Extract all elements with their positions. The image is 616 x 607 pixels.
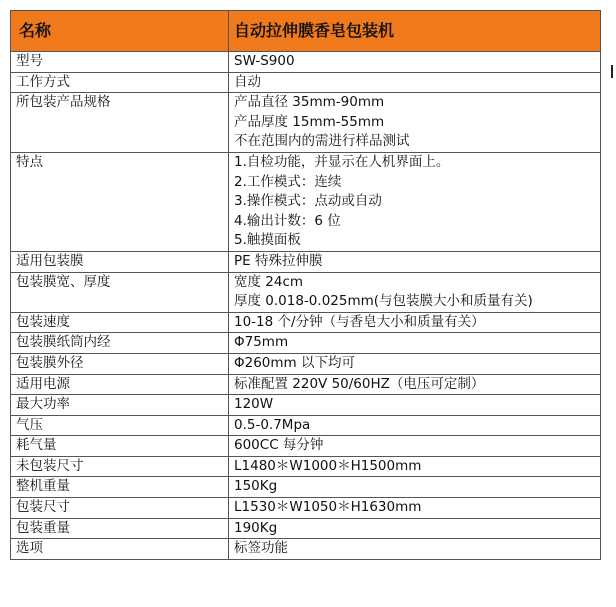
spec-value xyxy=(229,152,601,251)
spec-value xyxy=(229,52,601,73)
spec-value-line: 标准配置 220V 50/60HZ（电压可定制） xyxy=(234,375,485,392)
spec-label: 型号 xyxy=(11,52,229,73)
spec-value xyxy=(229,498,601,519)
spec-value xyxy=(229,374,601,395)
spec-value-line: SW-S900 xyxy=(234,53,295,69)
spec-label: 特点 xyxy=(11,152,229,251)
spec-value xyxy=(229,456,601,477)
spec-value-line: 10-18 个/分钟（与香皂大小和质量有关） xyxy=(234,313,485,330)
edge-mark xyxy=(611,65,613,78)
spec-label: 包装速度 xyxy=(11,312,229,333)
spec-row xyxy=(11,456,601,477)
spec-label: 包装膜纸筒内经 xyxy=(11,333,229,354)
spec-label: 气压 xyxy=(11,415,229,436)
product-title: 自动拉伸膜香皂包装机 xyxy=(229,11,601,52)
spec-label: 耗气量 xyxy=(11,436,229,457)
spec-value-line: 4.输出计数：6 位 xyxy=(234,212,341,229)
spec-value-line: 厚度 0.018-0.025mm(与包装膜大小和质量有关) xyxy=(234,293,533,310)
spec-row xyxy=(11,415,601,436)
spec-table xyxy=(10,10,601,560)
spec-value xyxy=(229,477,601,498)
spec-label: 包装膜外径 xyxy=(11,353,229,374)
spec-value xyxy=(229,353,601,374)
spec-value-line: 190Kg xyxy=(234,519,278,536)
spec-value-line: 1.自检功能，并显示在人机界面上。 xyxy=(234,153,450,170)
spec-row xyxy=(11,72,601,93)
spec-row xyxy=(11,374,601,395)
spec-label: 最大功率 xyxy=(11,395,229,416)
spec-value-line: 产品直径 35mm-90mm xyxy=(234,94,385,111)
spec-row xyxy=(11,93,601,153)
spec-value-line: 0.5-0.7Mpa xyxy=(234,416,311,433)
spec-value-line: Φ260mm 以下均可 xyxy=(234,354,355,371)
spec-value-line: L1480＊W1000＊H1500mm xyxy=(234,457,422,474)
spec-value-line: 不在范围内的需进行样品测试 xyxy=(234,133,410,150)
spec-label: 选项 xyxy=(11,539,229,560)
spec-row xyxy=(11,353,601,374)
header-row xyxy=(11,11,601,52)
spec-label: 适用包装膜 xyxy=(11,251,229,272)
spec-label: 包装尺寸 xyxy=(11,498,229,519)
spec-value-line: 标签功能 xyxy=(234,540,288,557)
spec-value-line: 2.工作模式：连续 xyxy=(234,173,342,190)
spec-label: 未包装尺寸 xyxy=(11,456,229,477)
spec-row xyxy=(11,518,601,539)
spec-label: 包装膜宽、厚度 xyxy=(11,272,229,312)
spec-value xyxy=(229,415,601,436)
header-name-label: 名称 xyxy=(11,11,229,52)
spec-value xyxy=(229,539,601,560)
spec-row xyxy=(11,498,601,519)
spec-value xyxy=(229,436,601,457)
spec-value xyxy=(229,333,601,354)
spec-value xyxy=(229,72,601,93)
spec-label: 整机重量 xyxy=(11,477,229,498)
spec-value-line: 5.触摸面板 xyxy=(234,232,301,249)
spec-row xyxy=(11,539,601,560)
spec-value-line: 600CC 每分钟 xyxy=(234,437,324,454)
spec-row xyxy=(11,152,601,251)
spec-row xyxy=(11,251,601,272)
spec-value-line: L1530＊W1050＊H1630mm xyxy=(234,499,422,516)
spec-row xyxy=(11,477,601,498)
spec-value xyxy=(229,272,601,312)
spec-row xyxy=(11,312,601,333)
spec-value-line: PE 特殊拉伸膜 xyxy=(234,252,323,269)
spec-value xyxy=(229,312,601,333)
spec-value-line: Φ75mm xyxy=(234,334,289,351)
spec-row xyxy=(11,333,601,354)
spec-value-line: 产品厚度 15mm-55mm xyxy=(234,113,385,130)
spec-label: 工作方式 xyxy=(11,72,229,93)
spec-row xyxy=(11,395,601,416)
spec-row xyxy=(11,272,601,312)
spec-value-line: 120W xyxy=(234,396,274,413)
spec-label: 适用电源 xyxy=(11,374,229,395)
spec-value xyxy=(229,395,601,416)
spec-label: 包装重量 xyxy=(11,518,229,539)
spec-label: 所包装产品规格 xyxy=(11,93,229,153)
spec-value-line: 宽度 24cm xyxy=(234,273,304,290)
spec-value-line: 自动 xyxy=(234,73,261,90)
spec-value xyxy=(229,518,601,539)
spec-value xyxy=(229,93,601,153)
spec-value-line: 3.操作模式：点动或自动 xyxy=(234,193,382,210)
spec-row xyxy=(11,52,601,73)
spec-value xyxy=(229,251,601,272)
spec-value-line: 150Kg xyxy=(234,478,278,495)
spec-row xyxy=(11,436,601,457)
